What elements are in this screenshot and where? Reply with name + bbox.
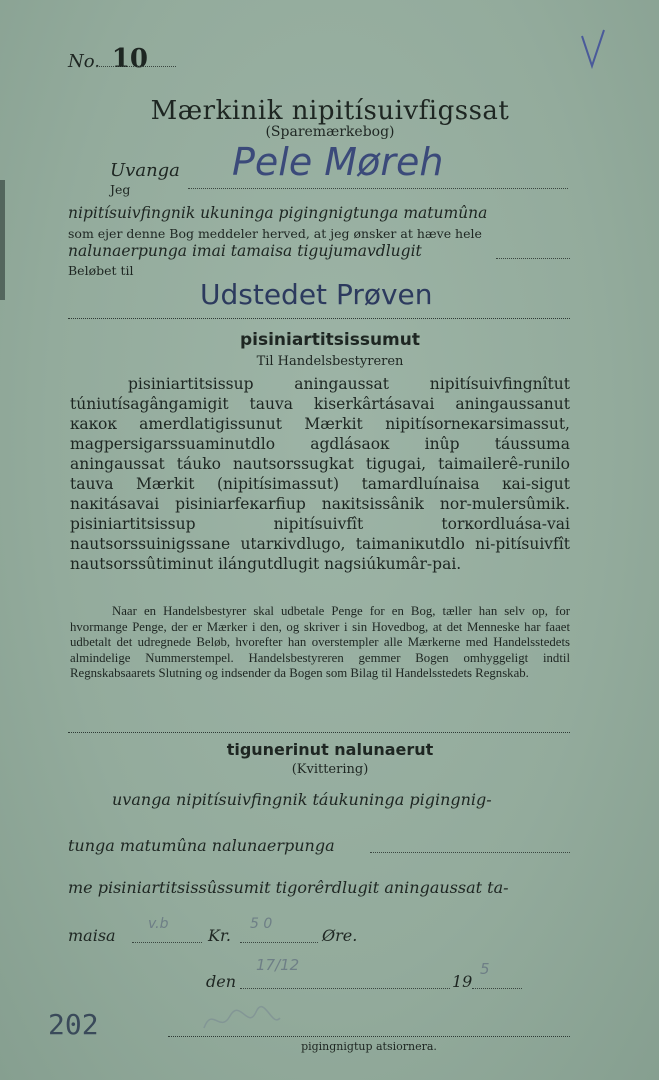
section1-dk-text [70, 604, 570, 682]
stamp-rule [68, 318, 570, 319]
section1-heading: pisiniartitsissumut [239, 330, 421, 350]
section2-heading: tigunerinut nalunaerut [226, 740, 434, 759]
amount-handwritten-2: 5 0 [250, 916, 273, 932]
number-value: 10 [111, 44, 148, 74]
date-prefix: den [206, 972, 237, 991]
signature-scrawl [196, 1000, 286, 1044]
page-number: 202 [48, 1008, 99, 1041]
statement-dk-2: Beløbet til [68, 263, 134, 278]
signature-rule [168, 1036, 570, 1037]
kroner-label: Kr. [208, 926, 231, 945]
receipt-line-3: me pisiniartitsissûssumit tigorêrdlugit aningaussat ta- [68, 878, 509, 897]
section1-kl-paragraph: pisiniartitsissup aningaussat nipitísuivfingnîtut túniutísagângamigit tauva kiserkârtásavai aningaussanut ĸaĸoĸ amerdlatigissunut Mærkit nipitísorneĸarsimassut, magpersigarssuaminutdlo agdlásaoĸ inûp táussuma aningaussat táuko nautsorssugkat tigugai, taimailerê-runilo tauva Mærkit (nipitísimassut) tamardluínaisa ĸai-sigut naĸitásavai pisiniarfeĸarfiup naĸitsissânik nor-mulersûmik. pisiniartitsissup nipitísuivfît torĸordluása-vai nautsorssuinigssane utarĸivdlugo, taimaniĸutdlo ni-pitísuivfît nautsorssûtiminut ilángutdlugit nagsiúkumâr-pai. [70, 375, 570, 573]
date-handwritten: 17/12 [256, 956, 300, 974]
section1-subheading: Til Handelsbestyreren [256, 354, 404, 369]
number-underline [96, 66, 176, 67]
amount-prefix: maisa [68, 926, 116, 945]
amount-dots-2 [240, 942, 318, 943]
binding-edge [0, 180, 5, 300]
statement-kl-1: nipitísuivfingnik ukuninga pigingnigtunga matumûna [68, 204, 488, 222]
section1-dk-paragraph: Naar en Handelsbestyrer skal udbetale Penge for en Bog, tæller han selv op, for hvormange Penge, der er Mærker i den, og skriver i sin Hovedbog, at det Menneske har faaet udbetalt det udregnede Beløb, hvorefter han overstempler alle Mærkerne med Handelsstedets almindelige Nummerstempel. Handelsbestyreren gemmer Bogen omhyggeligt indtil Regnskabsaarets Slutning og indsender da Bogen som Bilag til Handelsstedets Regnskab. [70, 604, 570, 680]
signature-caption: pigingnigtup atsiornera. [301, 1040, 437, 1053]
page-subtitle: (Sparemærkebog) [265, 124, 395, 140]
check-mark-icon [578, 28, 608, 76]
date-dots-2 [472, 988, 522, 989]
booklet-number [68, 44, 148, 74]
receipt-line-2: tunga matumûna nalunaerpunga [68, 836, 335, 855]
year-prefix: 19 [452, 972, 473, 991]
page-title: Mærkinik nipitísuivfigssat [150, 96, 510, 126]
stamp-text: Udstedet Prøven [200, 278, 433, 311]
statement-kl-2: nalunaerpunga imai tamaisa tigujumavdlugit [68, 242, 422, 260]
owner-dots [188, 188, 568, 189]
section2-rule [68, 732, 570, 733]
receipt-line-1: uvanga nipitísuivfingnik táukuninga pigingnig- [112, 790, 492, 809]
owner-label-kl: Uvanga [110, 160, 180, 181]
section1-kl-text [70, 374, 570, 574]
amount-dots-1 [132, 942, 202, 943]
statement-dots [496, 258, 570, 259]
receipt-line-2-dots [370, 852, 570, 853]
date-dots-1 [240, 988, 450, 989]
ore-label: Øre. [322, 926, 358, 945]
number-label: No. [68, 51, 100, 72]
year-handwritten: 5 [480, 960, 490, 978]
owner-label-dk: Jeg [110, 182, 131, 197]
owner-name: Pele Møreh [232, 140, 444, 184]
statement-dk-1: som ejer denne Bog meddeler herved, at jeg ønsker at hæve hele [68, 226, 482, 241]
section2-subheading: (Kvittering) [291, 762, 369, 777]
amount-handwritten-1: v.b [148, 916, 169, 932]
